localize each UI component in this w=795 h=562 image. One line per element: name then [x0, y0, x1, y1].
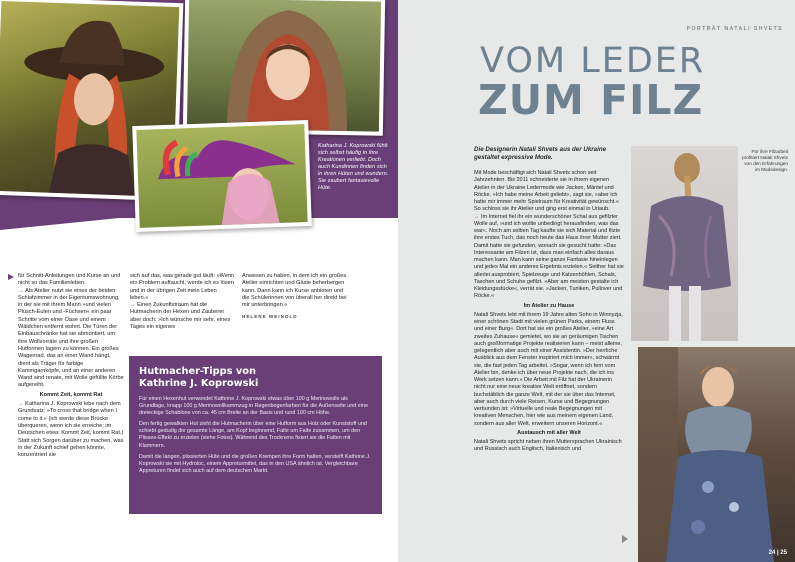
col1-paragraph-3: → Katharina J. Koprowski lebe nach dem Grundsatz: »To cross that bridge when I come to it.« (ich werde diese Brücke überqueren, wenn ich sie erreiche; im Deutschen etwa: Kommt Zeit, kommt Rat.) Statt sich Sorgen darüber zu machen, was in der Zukunft schief gehen könnte, konzentriert sie — [18, 401, 124, 459]
col1-subheading: Kommt Zeit, kommt Rat — [39, 391, 103, 398]
continue-marker-icon — [8, 274, 14, 280]
col1-paragraph-2: → Als Atelier nutzt sie eines der beiden Schlafzimmer in der Eigentumswohnung, in der sie mit ihrem Mann »und vielen Plüsch-Eulen und -Füchsen« ein paar Schritte vom einer Oase und einem Wäldchen entfernt wohnt. Die Türen der Einbauschränke hat sie abmontiert, um ihre Wollvorräte und ihre großen Hutformen lagern zu können. Ein großes Wagenrad, das an einer Wand hängt, dient als Träger für farbige Kammgarnköpfe, und an einer anderen Wand sind renate, mit Wolle gefüllte Körbe aufgereiht. — [18, 287, 124, 389]
tips-title: Hutmacher-Tipps von Kathrine J. Koprowski — [139, 366, 259, 389]
author-name: HELENE WEINOLD — [242, 314, 298, 320]
right-subheading-2: Austausch mit aller Welt — [517, 429, 581, 436]
red-arrow-icon: → — [130, 302, 138, 309]
col3-paragraph-1: Anwesen zu haben, in dem ich ein großes Atelier einrichten und Gäste beherbergen kann. Dann kann ich Kurse anbieten und die Schülerinnen von überall her direkt bei mir unterbringen.« — [242, 273, 347, 309]
left-column-2 — [130, 273, 236, 331]
tips-paragraph-3: Damit die langen, plissierten Hüte und die großen Krempen ihre Form halten, versteift Kathrine J. Koprowski sie mit Hydroloc, einem Appreturmittel, das in den USA ähnlich ist. Vergleichbare Appreturen findet sich auch auf dem deutschen Markt. — [139, 453, 371, 474]
red-arrow-icon: → — [474, 213, 482, 220]
right-paragraph-1: Mit Mode beschäftigt sich Natali Shvets schon seit Jahrzehnten. Bis 2011 schneiderte sie in ihrem eigenen Atelier in der Ukraine Ledermode wie Jacken, Mäntel und Röcke. »Ich habe meine Arbeit geliebt«, sagt sie, »aber ich hatte mir immer mehr Spielraum für Kreativität gewünscht.« So schloss sie ihr Atelier und ging erst einmal in Urlaub. — [474, 170, 619, 213]
photo-felt-scarf — [638, 347, 795, 562]
left-column-1 — [18, 273, 124, 459]
photo-felt-jacket-back — [631, 146, 738, 341]
continue-arrow-icon — [622, 535, 628, 543]
left-column-3 — [242, 273, 350, 321]
col1-paragraph-1: für Schnitt-Anleitungen und Kurse an und nicht so das Familienleben. — [18, 273, 121, 287]
right-paragraph-4: Natali Shvets spricht neben ihren Muttersprachen Ukrainisch und Russisch auch Englisch, Italienisch und — [474, 439, 622, 453]
photo-rainbow-hat — [132, 120, 312, 232]
photo-woman-knitted-hood — [183, 0, 385, 136]
col2-paragraph-1: sich auf das, was gerade gut läuft: »Wenn ein Problem auftaucht, werde ich es lösen und in der übrigen Zeit mein Leben leben.« — [130, 273, 235, 301]
right-paragraph-3: Natali Shvets lebt mit ihrem 19 Jahre alten Sohn in Winnyzja, einer schönen Stadt mit vielen grünen Parks, einem Fluss und einer Burg«. Dort hat sie ein großes Atelier, »eine Art zweites Zuhause« gemietet, wo sie an geräumigen Tischen auch großformatige Projekte realisieren kann – meist alleine, gelegentlich aber auch mit einer Assistentin. »Der herrliche Ausblick aus dem Fenster inspiriert mich immer«, schwärmt sie, die fast jeden Tag arbeitet. »Sogar, wenn ich fern vom Atelier bin, denke ich über neue Projekte nach, die ich ins Werk setzen kann.« Die Arbeit mit Filz hat der Ukrainerin nicht nur eine neue kreative Welt eröffnet, sondern buchstäblich die ganze Welt, mit der sie über das Internet, aber auch durch viele Reisen, Kurse und Begegnungen verbunden ist: »Virtuelle und reale Begegnungen mit kreativen Menschen, hier wie aus meinem eigenen Land, sondern aus aller Welt, erweitern unseren Horizont.« — [474, 311, 623, 427]
woman-hood-illustration — [187, 0, 381, 132]
headline-line-2: ZUM FILZ — [478, 76, 704, 124]
photo-caption-right: Für ihre Filzarbeit profitiert Natali Shvets von den Erfahrungen im Modedesign. — [742, 149, 788, 172]
tips-paragraph-1: Für einen Hexenhut verwendet Kathrine J. Koprowski etwas über 100 g Merinowolle als Grundlage, knapp 100 g Merinowollkammzug in Regenbogenfarben für die Außenseite und eine dreieckige Schablone von ca. 45 cm Breite an der Basis und rund 100 cm Höhe. — [139, 396, 368, 417]
right-subheading-1: Im Atelier zu Hause — [523, 302, 575, 309]
section-kicker: PORTRÄT NATALI SHVETS — [686, 26, 783, 32]
col2-paragraph-2: → Einen Zukunftstraum hat die Hutmacherin der Hexen und Zauberer aber doch: »Ich wünsche mir sehr, eines Tages ein eigenes — [130, 302, 231, 331]
page-numbers: 24 | 25 — [768, 550, 787, 556]
headline-line-1: VOM LEDER — [480, 41, 706, 81]
red-arrow-icon: → — [18, 287, 26, 294]
tips-text — [139, 396, 372, 479]
felt-jacket-illustration — [631, 146, 738, 341]
photo-caption-left: Katharina J. Koprowski fühlt sich selbst häufig in ihre Kreationen verliebt. Doch auch Kundinnen finden sich in ihren Hüten und wundern. Sie zaubert fantasievolle Hüte. — [318, 143, 389, 191]
tips-box — [129, 356, 382, 514]
lead-text: Die Designerin Natali Shvets aus der Ukraine gestaltet expressive Mode. — [474, 146, 607, 161]
right-paragraph-2: → Im Internet fiel ihr ein wunderschöner Schal aus gefilzter Wolle auf, »und ich wollte unbedingt herausfinden, was das war«. Noch am selben Tag kaufte sie sich Material und filzte ihre erstes Tuch, das noch heute das Haus ihrer Mutter ziert. Damit hatte sie gefunden, wonach sie gesucht hatte: »Das Interessante am Filzen ist, dass man einfach alles daraus machen kann. Man kann seine ganze Fantasie hineinlegen und jedes Mal ein anderes Ergebnis erzielen.« Seither hat sie allerlei ausprobiert, Spielzeuge und Katzenhöhlen, Schals, Taschen und Schuhe gefilzt. »Aber am meisten gestalte ich Kleidungsstücke«, verrät sie. »Jacken, Tuniken, Pullover und Röcke.« — [474, 213, 624, 300]
red-arrow-icon: → — [18, 401, 26, 408]
tips-paragraph-2: Den fertig gewalkten Hut zieht die Hutmacherin über eine Hutform aus Holz oder Kunststoff und schiebt gedudig die gesamte Länge, am Kopf beginnend, Falte um Falte zusammen, um den Plissee-Effekt zu erzielen (siehe Fotos). Während des Trocknens fixiert sie die Falten mit Klammern. — [139, 421, 367, 449]
felt-scarf-illustration — [638, 347, 795, 562]
right-article-column — [474, 170, 624, 454]
rainbow-hat-illustration — [136, 124, 307, 228]
